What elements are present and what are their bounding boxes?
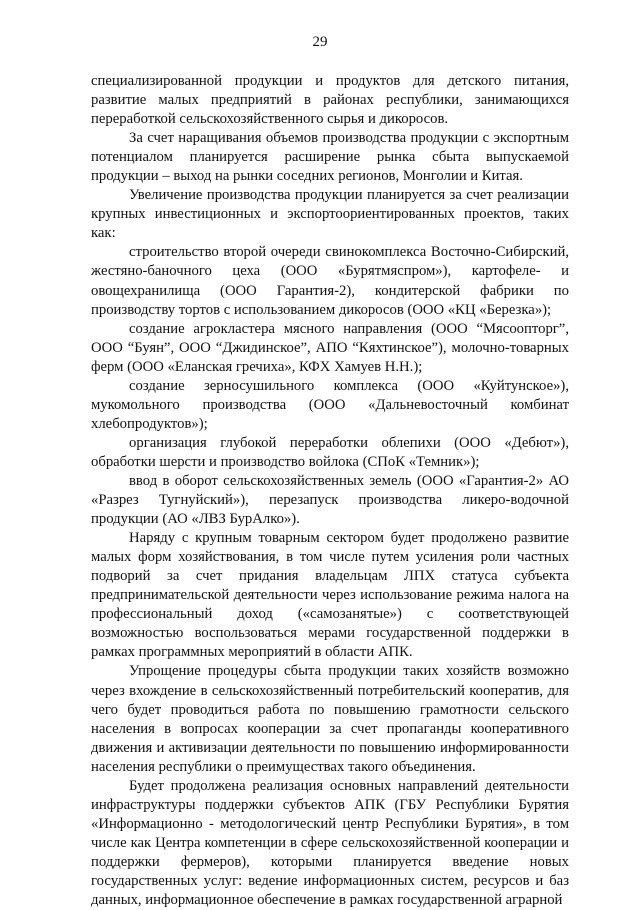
page-number: 29 xyxy=(312,34,328,50)
body-text xyxy=(91,72,569,910)
list-item: строительство второй очереди свинокомплекса Восточно-Сибирский, жестяно-баночного цеха (ООО «Бурятмяспром»), картофеле- и овощехранилища (ООО Гарантия-2), кондитерской фабрики по производству тортов с использованием дикоросов (ООО «КЦ «Березка»); xyxy=(91,244,569,318)
list-item: создание агрокластера мясного направления (ООО “Мясоопторг”, ООО “Буян”, ООО “Джидинское”, АПО “Кяхтинское”), молочно-товарных ферм (ООО «Еланская гречиха», КФХ Хамуев Н.Н.); xyxy=(91,320,569,375)
paragraph: Будет продолжена реализация основных направлений деятельности инфраструктуры поддержки субъектов АПК (ГБУ Республики Бурятия «Информационно - методологический центр Республики Бурятия», в том числе как Центра компетенции в сфере сельскохозяйственной кооперации и поддержки фермеров), которыми планируется введение новых государственных услуг: ведение информационных систем, ресурсов и баз данных, информационное обеспечение в рамках государственной аграрной xyxy=(91,777,569,909)
paragraph: Упрощение процедуры сбыта продукции таких хозяйств возможно через вхождение в сельскохозяйственный потребительский кооператив, для чего будет проводиться работа по повышению грамотности сельского населения в вопросах кооперации за счет пропаганды кооперативного движения и активизации деятельности по повышению информированности населения республики о преимуществах такого объединения. xyxy=(91,663,569,775)
paragraph: Увеличение производства продукции планируется за счет реализации крупных инвестиционных и экспортоориентированных проектов, таких как: xyxy=(91,187,569,242)
list-item: создание зерносушильного комплекса (ООО «Куйтунское»), мукомольного производства (ООО «Дальневосточный комбинат хлебопродуктов»); xyxy=(91,377,569,432)
list-item: ввод в оборот сельскохозяйственных земель (ООО «Гарантия-2» АО «Разрез Тугнуйский»), перезапуск производства ликеро-водочной продукции (АО «ЛВЗ БурАлко»). xyxy=(91,472,569,528)
paragraph: специализированной продукции и продуктов для детского питания, развитие малых предприятий в районах республики, занимающихся переработкой сельскохозяйственного сырья и дикоросов. xyxy=(91,73,569,128)
paragraph: За счет наращивания объемов производства продукции с экспортным потенциалом планируется расширение рынка сбыта выпускаемой продукции – выход на рынки соседних регионов, Монголии и Китая. xyxy=(91,130,569,185)
list-item: организация глубокой переработки облепихи (ООО «Дебют»), обработки шерсти и производство войлока (СПоК «Темник»); xyxy=(91,434,569,470)
paragraph: Наряду с крупным товарным сектором будет продолжено развитие малых форм хозяйствования, в том числе путем усиления роли частных подворий за счет придания владельцам ЛПХ статуса субъекта предпринимательской деятельности через использование режима налога на профессиональный доход («самозанятые») с соответствующей возможностью воспользоваться мерами государственной поддержки в рамках программных мероприятий в области АПК. xyxy=(91,530,569,661)
